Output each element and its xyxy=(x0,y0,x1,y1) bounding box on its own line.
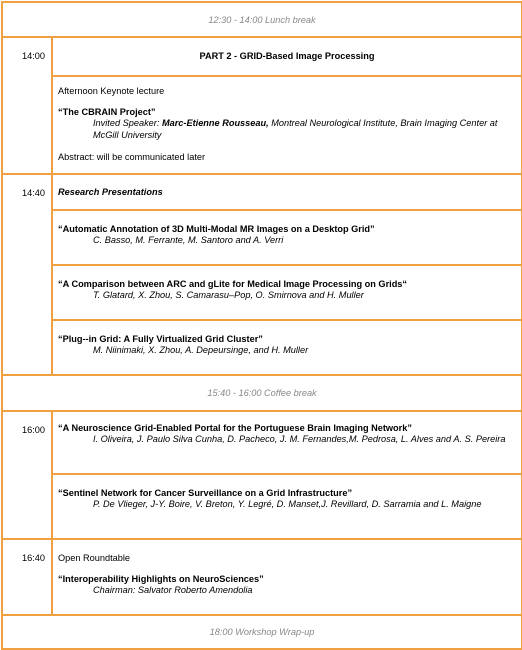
talk-authors: I. Oliveira, J. Paulo Silva Cunha, D. Pacheco, J. M. Fernandes,M. Pedrosa, L. Alves and A. S. Pereira xyxy=(93,434,506,444)
time-1400: 14:00 xyxy=(2,37,52,174)
roundtable-row xyxy=(2,539,522,615)
talk-title: “A Neuroscience Grid-Enabled Portal for the Portuguese Brain Imaging Network” xyxy=(58,423,412,433)
schedule-table xyxy=(1,1,522,650)
lunch-break: 12:30 - 14:00 Lunch break xyxy=(2,2,522,37)
research-heading: Research Presentations xyxy=(58,187,163,197)
wrapup-row xyxy=(2,615,522,649)
roundtable-label: Open Roundtable xyxy=(58,553,131,563)
research-heading-row xyxy=(2,174,522,210)
talk-authors: M. Niinimaki, X. Zhou, A. Depeursinge, and H. Muller xyxy=(93,345,309,355)
talk-title: “Sentinel Network for Cancer Surveillance on a Grid Infrastructure” xyxy=(58,488,353,498)
keynote-title: “The CBRAIN Project” xyxy=(58,107,156,117)
lunch-row xyxy=(2,2,522,37)
coffee-row xyxy=(2,375,522,411)
time-1600: 16:00 xyxy=(2,411,52,539)
talk-title: “A Comparison between ARC and gLite for Medical Image Processing on Grids“ xyxy=(58,279,408,289)
part2-row xyxy=(2,37,522,76)
time-1440: 14:40 xyxy=(2,174,52,375)
talk-title: “Automatic Annotation of 3D Multi-Modal MR Images on a Desktop Grid” xyxy=(58,224,375,234)
roundtable-chair: Chairman: Salvator Roberto Amendolia xyxy=(93,585,253,595)
talk-row xyxy=(2,210,522,265)
wrapup: 18:00 Workshop Wrap-up xyxy=(2,615,522,649)
keynote-label: Afternoon Keynote lecture xyxy=(58,86,165,96)
keynote-speaker: Invited Speaker: Marc-Etienne Rousseau, Montreal Neurological Institute, Brain Imaging Center at McGill University xyxy=(93,118,498,140)
coffee-break: 15:40 - 16:00 Coffee break xyxy=(2,375,522,411)
talk-row xyxy=(2,411,522,474)
keynote-row xyxy=(2,76,522,174)
talk-title: “Plug--in Grid: A Fully Virtualized Grid Cluster” xyxy=(58,334,263,344)
part2-title: PART 2 - GRID-Based Image Processing xyxy=(52,37,522,76)
talk-authors: C. Basso, M. Ferrante, M. Santoro and A. Verri xyxy=(93,235,284,245)
keynote-abstract: Abstract: will be communicated later xyxy=(58,152,206,162)
talk-authors: T. Glatard, X. Zhou, S. Camarasu–Pop, O. Smirnova and H. Muller xyxy=(93,290,364,300)
talk-row xyxy=(2,474,522,539)
talk-row xyxy=(2,265,522,320)
talk-authors: P. De Vlieger, J-Y. Boire, V. Breton, Y. Legré, D. Manset,J. Revillard, D. Sarramia and L. Maigne xyxy=(93,499,482,509)
time-1640: 16:40 xyxy=(2,539,52,615)
schedule xyxy=(1,1,521,637)
talk-row xyxy=(2,320,522,375)
roundtable-title: “Interoperability Highlights on NeuroSciences” xyxy=(58,574,264,584)
